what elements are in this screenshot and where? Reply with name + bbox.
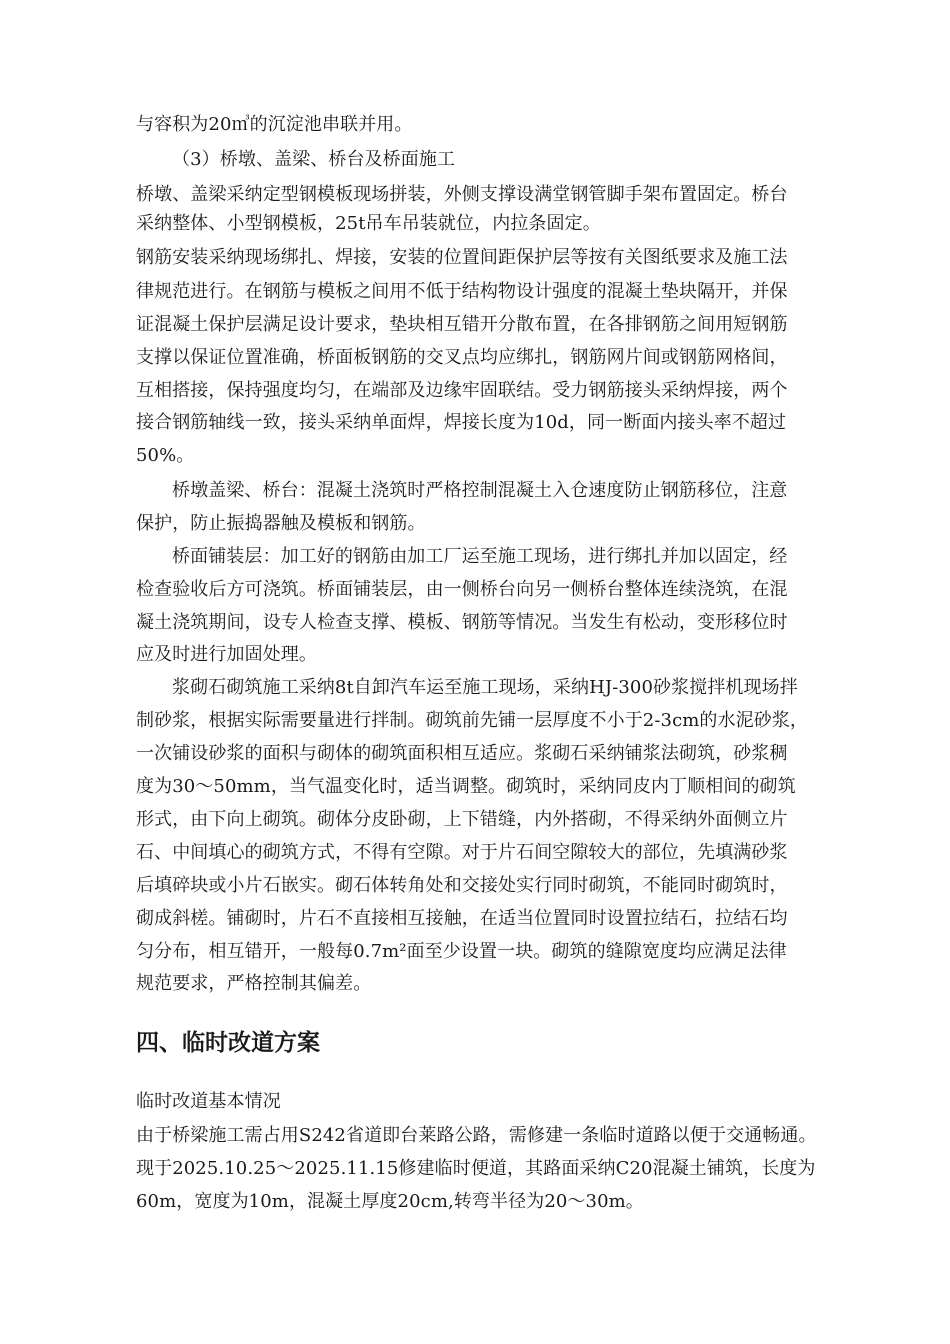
text-line: 规范要求，严格控制其偏差。 (136, 973, 372, 994)
text-line: 50%。 (136, 445, 195, 466)
paragraph-start: 浆砌石砌筑施工采纳8t自卸汽车运至施工现场，采纳HJ-300砂浆搅拌机现场拌 (172, 677, 798, 698)
paragraph-start: 桥面铺装层：加工好的钢筋由加工厂运至施工现场，进行绑扎并加以固定，经 (172, 546, 788, 567)
text-line: 后填碎块或小片石嵌实。砌石体转角处和交接处实行同时砌筑，不能同时砌筑时， (136, 875, 788, 896)
text-line: 现于2025.10.25～2025.11.15修建临时便道，其路面采纳C20混凝土铺筑，长度为 (136, 1158, 816, 1179)
text-line: 互相搭接，保持强度均匀，在端部及边缘牢固联结。受力钢筋接头采纳焊接，两个 (136, 380, 788, 401)
text-line: 与容积为20㎥的沉淀池串联并用。 (136, 114, 413, 135)
text-line: 律规范进行。在钢筋与模板之间用不低于结构物设计强度的混凝土垫块隔开，并保 (136, 281, 788, 302)
text-line: 应及时进行加固处理。 (136, 644, 317, 665)
text-line: 接合钢筋轴线一致，接头采纳单面焊，焊接长度为10d，同一断面内接头率不超过 (136, 412, 787, 433)
section-heading: 四、临时改道方案 (136, 1030, 320, 1056)
text-line: 砌成斜槎。铺砌时，片石不直接相互接触，在适当位置同时设置拉结石，拉结石均 (136, 908, 788, 929)
text-line: 一次铺设砂浆的面积与砌体的砌筑面积相互适应。浆砌石采纳铺浆法砌筑，砂浆稠 (136, 743, 788, 764)
text-line: 检查验收后方可浇筑。桥面铺装层，由一侧桥台向另一侧桥台整体连续浇筑，在混 (136, 579, 788, 600)
text-line: 匀分布，相互错开，一般每0.7m²面至少设置一块。砌筑的缝隙宽度均应满足法律 (136, 941, 787, 962)
text-line: 保护，防止振捣器触及模板和钢筋。 (136, 513, 426, 534)
text-line: 支撑以保证位置准确，桥面板钢筋的交叉点均应绑扎，钢筋网片间或钢筋网格间， (136, 347, 788, 368)
text-line: 凝土浇筑期间，设专人检查支撑、模板、钢筋等情况。当发生有松动，变形移位时 (136, 612, 788, 633)
text-line: 石、中间填心的砌筑方式，不得有空隙。对于片石间空隙较大的部位，先填满砂浆 (136, 842, 788, 863)
text-line: 证混凝土保护层满足设计要求，垫块相互错开分散布置，在各排钢筋之间用短钢筋 (136, 314, 788, 335)
text-line: 钢筋安装采纳现场绑扎、焊接，安装的位置间距保护层等按有关图纸要求及施工法 (136, 247, 788, 268)
text-line: 度为30～50mm，当气温变化时，适当调整。砌筑时，采纳同皮内丁顺相间的砌筑 (136, 776, 796, 797)
text-line: 60m，宽度为10m，混凝土厚度20cm,转弯半径为20～30m。 (136, 1191, 644, 1212)
text-line: 由于桥梁施工需占用S242省道即台莱路公路，需修建一条临时道路以便于交通畅通。 (136, 1125, 817, 1146)
text-line: 形式，由下向上砌筑。砌体分皮卧砌，上下错缝，内外搭砌，不得采纳外面侧立片 (136, 809, 788, 830)
subsection-title: 临时改道基本情况 (136, 1091, 281, 1112)
text-line: 制砂浆，根据实际需要量进行拌制。砌筑前先铺一层厚度不小于2-3cm的水泥砂浆， (136, 710, 809, 731)
text-line: 采纳整体、小型钢模板，25t吊车吊装就位，内拉条固定。 (136, 213, 601, 234)
text-line: 桥墩、盖梁采纳定型钢模板现场拼装，外侧支撑设满堂钢管脚手架布置固定。桥台 (136, 184, 788, 205)
subsection-title: （3）桥墩、盖梁、桥台及桥面施工 (172, 149, 456, 170)
paragraph-start: 桥墩盖梁、桥台：混凝土浇筑时严格控制混凝土入仓速度防止钢筋移位，注意 (172, 480, 788, 501)
